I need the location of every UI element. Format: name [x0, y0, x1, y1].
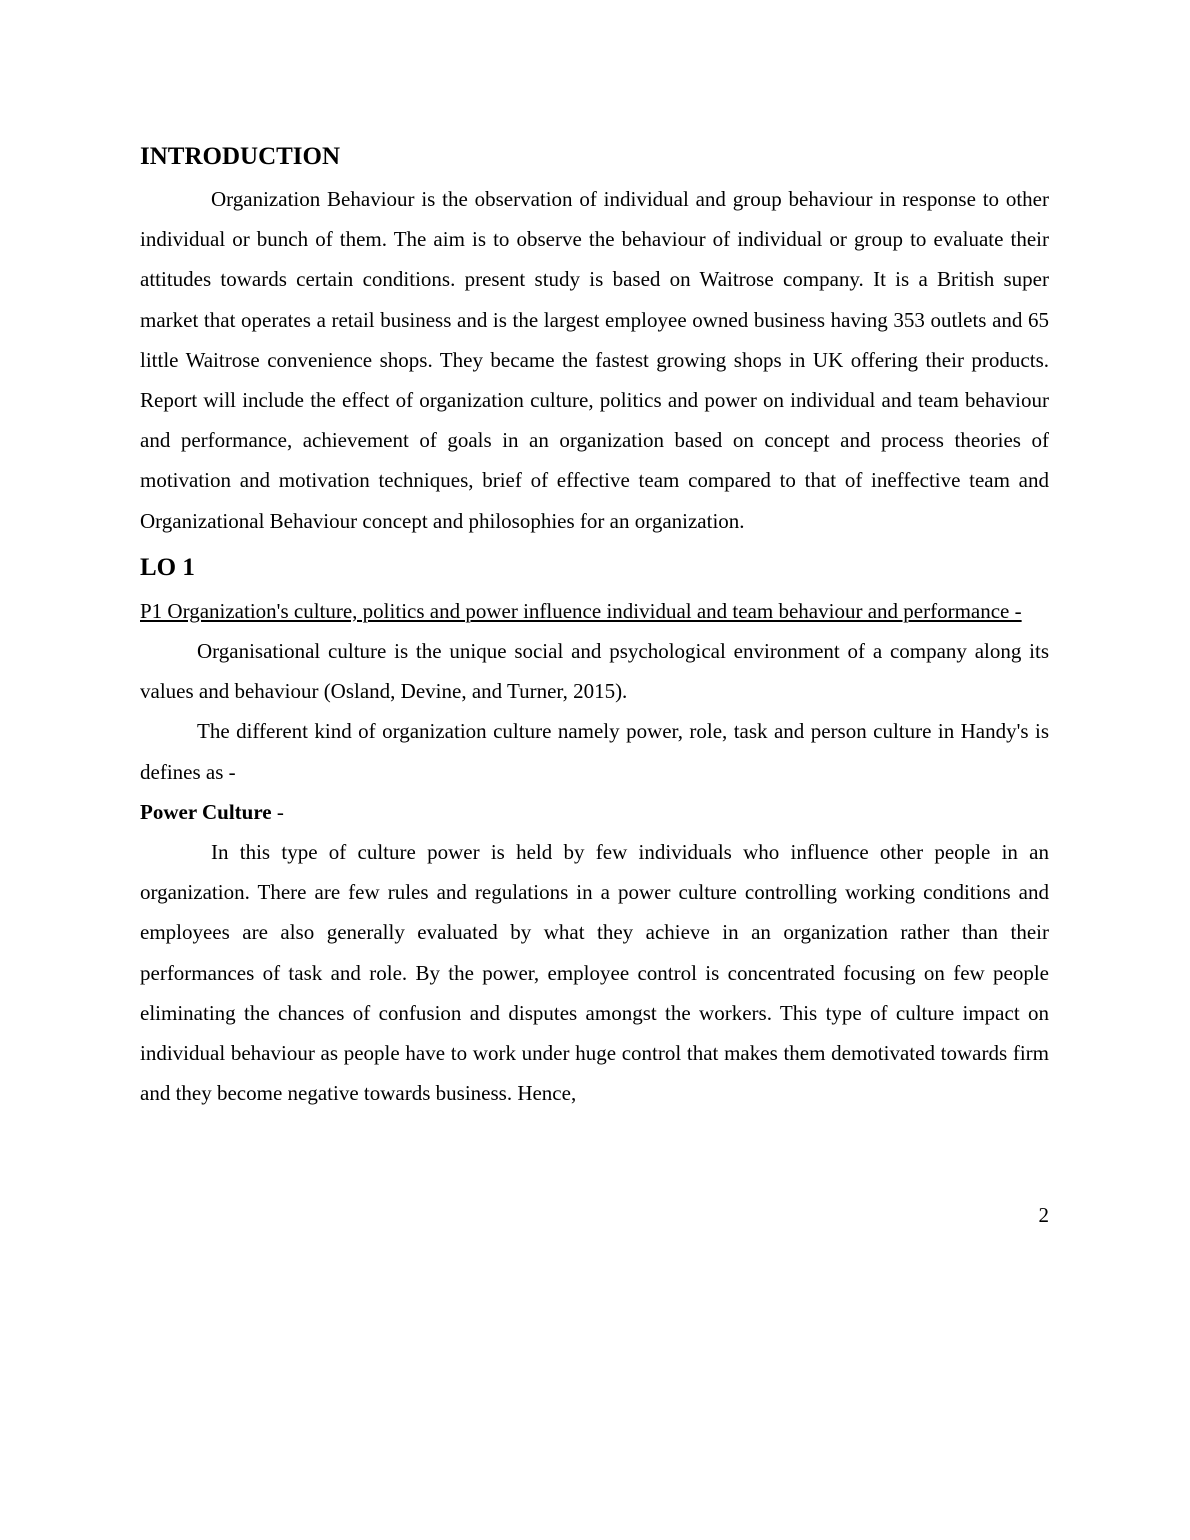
document-page [140, 140, 1049, 1113]
organisational-culture-paragraph: Organisational culture is the unique social and psychological environment of a company along its values and behaviour (Osland, Devine, and Turner, 2015). [140, 639, 1049, 704]
page-number: 2 [1038, 1203, 1049, 1227]
introduction-paragraph: Organization Behaviour is the observation of individual and group behaviour in response to other individual or bunch of them. The aim is to observe the behaviour of individual or group to evaluate their attitudes towards certain conditions. present study is based on Waitrose company. It is a British super market that operates a retail business and is the largest employee owned business having 353 outlets and 65 little Waitrose convenience shops. They became the fastest growing shops in UK offering their products. Report will include the effect of organization culture, politics and power on individual and team behaviour and performance, achievement of goals in an organization based on concept and process theories of motivation and motivation techniques, brief of effective team compared to that of ineffective team and Organizational Behaviour concept and philosophies for an organization. [140, 187, 1049, 533]
power-culture-label: Power Culture [140, 799, 272, 824]
power-culture-suffix: - [271, 799, 284, 824]
handy-culture-paragraph: The different kind of organization culture namely power, role, task and person culture in Handy's is defines as - [140, 719, 1049, 784]
p1-subheading: P1 Organization's culture, politics and power influence individual and team behaviour and performance - [140, 598, 1022, 623]
introduction-heading: INTRODUCTION [140, 143, 341, 170]
power-culture-paragraph: In this type of culture power is held by few individuals who influence other people in an organization. There are few rules and regulations in a power culture controlling working conditions and employees are also generally evaluated by what they achieve in an organization rather than their performances of task and role. By the power, employee control is concentrated focusing on few people eliminating the chances of confusion and disputes amongst the workers. This type of culture impact on individual behaviour as people have to work under huge control that makes them demotivated towards firm and they become negative towards business. Hence, [140, 840, 1049, 1106]
lo1-heading: LO 1 [140, 553, 195, 581]
power-culture-heading [140, 792, 1049, 832]
